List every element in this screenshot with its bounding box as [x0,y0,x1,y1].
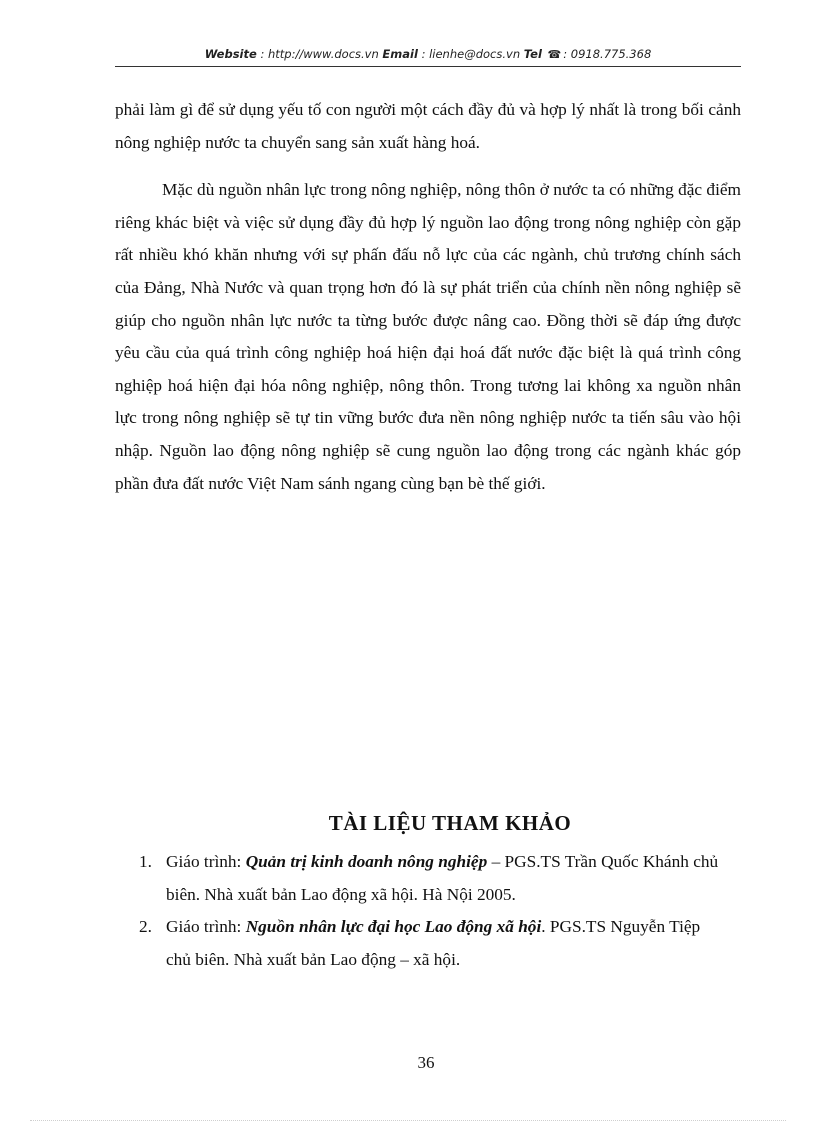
website-value: : http://www.docs.vn [260,47,379,61]
header-divider [115,66,741,67]
paragraph-continuation: phải làm gì để sử dụng yếu tố con người một cách đầy đủ và hợp lý nhất là trong bối cảnh nông nghiệp nước ta chuyển sang sản xuất hàng hoá. [115,100,741,152]
body-text [115,94,741,500]
footer-dotted-rule [30,1120,786,1121]
page-number: 36 [417,1053,435,1072]
reference-prefix: Giáo trình: [166,917,246,937]
email-label: Email [382,47,418,61]
tel-label: Tel [523,47,542,61]
tel-value: : 0918.775.368 [563,47,652,61]
reference-book-title: Nguồn nhân lực đại học Lao động xã hội [245,917,542,937]
website-label: Website [204,47,257,61]
phone-icon: ☎ [547,48,562,61]
paragraph-conclusion: Mặc dù nguồn nhân lực trong nông nghiệp, nông thôn ở nước ta có những đặc điểm riêng khác biệt và việc sử dụng đầy đủ hợp lý nguồn lao động trong nông nghiệp còn gặp rất nhiều khó khăn nhưng với sự phấn đấu nỗ lực của các ngành, chủ trương chính sách của Đảng, Nhà Nước và quan trọng hơn đó là sự phát triển của chính nền nông nghiệp sẽ giúp cho nguồn nhân lực nước ta từng bước được nâng cao. Đồng thời sẽ đáp ứng được yêu cầu của quá trình công nghiệp hoá hiện đại hoá đất nước đặc biệt là quá trình công nghiệp hoá hiện đại hóa nông nghiệp, nông thôn. Trong tương lai không xa nguồn nhân lực trong nông nghiệp sẽ tự tin vững bước đưa nền nông nghiệp nước ta tiến sâu vào hội nhập. Nguồn lao động nông nghiệp sẽ cung nguồn lao động trong các ngành khác góp phần đưa đất nước Việt Nam sánh ngang cùng bạn bè thế giới. [115,180,741,493]
reference-number: 1. [139,852,152,871]
reference-prefix: Giáo trình: [166,852,246,871]
reference-number: 2. [139,917,152,937]
email-value: : lienhe@docs.vn [421,47,521,61]
page-header [115,47,741,61]
reference-book-title: Quản trị kinh doanh nông nghiệp [245,852,488,871]
reference-details: – PGS.TS Trần Quốc Khánh chủ biên. Nhà xuất bản Lao động xã hội. Hà Nội 2005. [166,852,719,904]
reference-item [139,911,729,976]
reference-details: . PGS.TS Nguyễn Tiệp chủ biên. Nhà xuất bản Lao động – xã hội. [166,917,701,969]
reference-item [139,846,729,911]
references-list [139,846,729,976]
references-title: TÀI LIỆU THAM KHẢO [328,811,572,835]
